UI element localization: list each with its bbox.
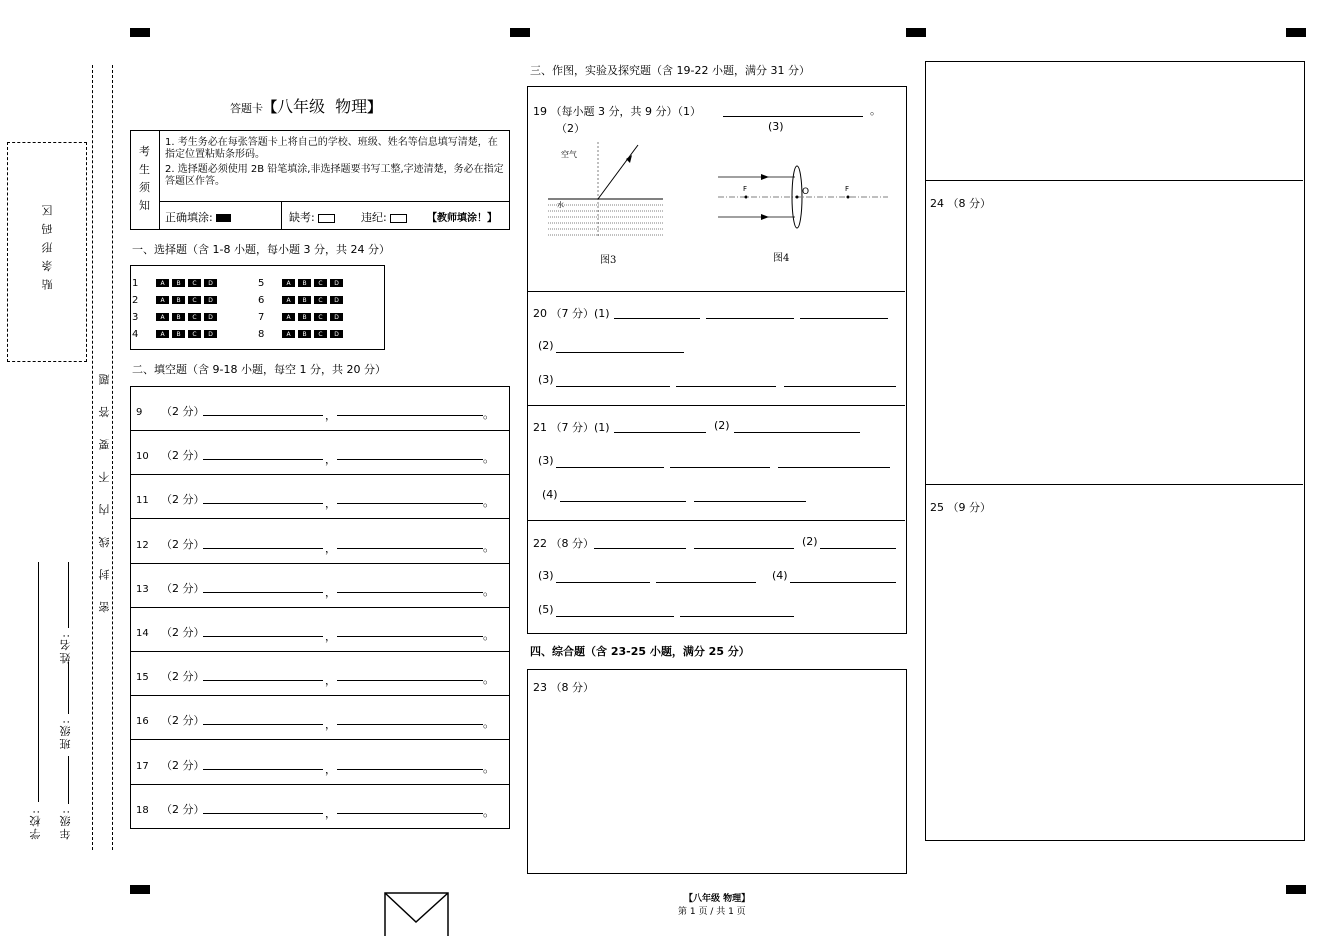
choice-bubble[interactable]: D [330, 296, 343, 304]
answer-blank-1[interactable] [203, 813, 323, 814]
choice-bubble[interactable]: D [330, 313, 343, 321]
answer-blank-2[interactable] [337, 415, 483, 416]
registration-mark [1286, 885, 1306, 894]
choice-bubble[interactable]: C [188, 279, 201, 287]
violation-mark[interactable] [361, 209, 407, 225]
q22-area [528, 520, 905, 632]
period: 。 [483, 495, 496, 510]
question-points: （2 分） [161, 449, 205, 463]
registration-mark [130, 28, 150, 37]
answer-blank-2[interactable] [337, 503, 483, 504]
question-points: （2 分） [161, 581, 205, 595]
comma: ， [325, 762, 336, 776]
choice-bubble[interactable]: A [282, 279, 295, 287]
choice-bubble[interactable]: A [282, 330, 295, 338]
choice-bubble[interactable]: B [298, 313, 311, 321]
school-label: 学校: [29, 808, 42, 840]
period: 。 [483, 407, 496, 421]
class-field[interactable] [68, 662, 69, 714]
answer-blank-2[interactable] [337, 769, 483, 770]
section-3-box [527, 86, 907, 634]
choice-bubble[interactable]: A [156, 313, 169, 321]
q21-area [528, 405, 905, 521]
period: 。 [483, 628, 496, 642]
fill-blank-row [131, 431, 509, 475]
choice-question [132, 312, 220, 323]
answer-blank-1[interactable] [203, 415, 323, 416]
q22-answer-1b[interactable] [694, 548, 794, 549]
answer-blank-1[interactable] [203, 503, 323, 504]
q24-answer-area[interactable] [926, 180, 1303, 485]
answer-blank-1[interactable] [203, 592, 323, 593]
card-header [230, 94, 381, 117]
fill-blank-row [131, 608, 509, 652]
comma: ， [325, 674, 336, 688]
focus-right-label: F [845, 185, 850, 193]
question-number: 16 [136, 716, 149, 728]
q20-answer-3c[interactable] [784, 386, 896, 387]
choice-number: 5 [258, 278, 265, 289]
correct-fill-sample [216, 214, 231, 222]
period: 。 [483, 672, 496, 687]
choice-question [132, 329, 220, 340]
q19-part3: (3) [768, 120, 784, 133]
answer-blank-1[interactable] [203, 548, 323, 549]
q24-label: 24 （8 分） [930, 197, 991, 210]
choice-bubble[interactable]: A [156, 330, 169, 338]
barcode-area [7, 142, 87, 362]
period: 。 [483, 716, 496, 731]
section-1-title: 一、选择题（含 1-8 小题，每小题 3 分，共 24 分） [132, 243, 390, 256]
section-4-title: 四、综合题（含 23-25 小题，满分 25 分） [530, 645, 750, 658]
period: 。 [483, 760, 496, 775]
answer-blank-2[interactable] [337, 636, 483, 637]
choice-bubble[interactable]: B [298, 279, 311, 287]
notice-item-1: 1. 考生务必在每张答题卡上将自己的学校、班级、姓名等信息填写清楚，在指定位置粘贴条形码。 [165, 137, 498, 160]
correct-fill [165, 209, 231, 225]
teacher-fill-note: 【教师填涂！】 [427, 213, 497, 224]
q21-part2: (2) [714, 419, 730, 432]
q22-label: 22 （8 分） [533, 537, 594, 550]
notice-item-2: 2. 选择题必须使用 2B 铅笔填涂,非选择题要书写工整,字迹清楚，务必在指定答题区作答。 [165, 164, 504, 187]
bracket-close: 】 [367, 100, 382, 116]
absent-mark[interactable] [289, 209, 335, 225]
choice-bubble[interactable]: A [156, 279, 169, 287]
choice-bubble[interactable]: B [298, 296, 311, 304]
choice-bubble[interactable]: D [204, 279, 217, 287]
fill-blank-row [131, 785, 509, 829]
continuation-area[interactable] [926, 62, 1303, 181]
answer-blank-1[interactable] [203, 724, 323, 725]
q21-answer-4b[interactable] [694, 501, 806, 502]
answer-blank-1[interactable] [203, 769, 323, 770]
q21-part4: (4) [542, 488, 558, 501]
choice-bubble[interactable]: C [314, 296, 327, 304]
q22-answer-4[interactable] [790, 582, 896, 583]
page-title: 八年级 物理 [277, 97, 368, 116]
choice-bubble[interactable]: B [172, 313, 185, 321]
q21-answer-4a[interactable] [560, 501, 686, 502]
section-2-title: 二、填空题（含 9-18 小题，每空 1 分，共 20 分） [132, 363, 386, 376]
q21-answer-3a[interactable] [556, 467, 664, 468]
figure-4-caption: 图4 [773, 253, 790, 264]
figure-3-caption: 图3 [600, 255, 617, 266]
q20-part2: (2) [538, 339, 554, 352]
q20-answer-2[interactable] [556, 352, 684, 353]
q22-answer-5a[interactable] [556, 616, 674, 617]
comma: ， [325, 497, 336, 511]
q22-answer-3b[interactable] [656, 582, 756, 583]
choice-number: 2 [132, 295, 139, 306]
q20-part3: (3) [538, 373, 554, 386]
q19-end: 。 [870, 104, 881, 117]
q21-label: 21 （7 分）(1) [533, 421, 610, 434]
choice-bubble[interactable]: A [156, 296, 169, 304]
fill-blank-row [131, 696, 509, 740]
notice-side [131, 131, 160, 229]
choice-bubble[interactable]: B [172, 296, 185, 304]
fill-blank-box [130, 386, 510, 829]
question-points: （2 分） [161, 714, 205, 728]
air-label: 空气 [561, 150, 577, 159]
q22-part3: (3) [538, 569, 554, 582]
question-number: 10 [136, 451, 149, 463]
choice-question [258, 312, 346, 323]
choice-question [258, 295, 346, 306]
card-label: 答题卡 [230, 102, 263, 115]
right-answer-box [925, 61, 1305, 841]
q20-label: 20 （7 分）(1) [533, 307, 610, 320]
q20-answer-1a[interactable] [614, 318, 700, 319]
q25-answer-area[interactable] [926, 484, 1303, 839]
q22-part4: (4) [772, 569, 788, 582]
question-number: 11 [136, 495, 149, 507]
violation-label: 违纪: [361, 211, 387, 224]
grade-field[interactable] [68, 756, 69, 804]
q22-part5: (5) [538, 603, 554, 616]
q20-area [528, 291, 905, 406]
q19-label: 19 （每小题 3 分，共 9 分）（1） [533, 105, 701, 118]
q22-answer-5b[interactable] [680, 616, 794, 617]
q19-area [528, 87, 905, 292]
seal-note: 密 封 线 内 不 要 答 题 [98, 365, 111, 613]
choice-bubble[interactable]: A [282, 296, 295, 304]
choice-bubble[interactable]: C [188, 313, 201, 321]
choice-number: 7 [258, 312, 265, 323]
choice-bubble[interactable]: D [204, 313, 217, 321]
footer-page: 第 1 页 / 共 1 页 [678, 907, 746, 917]
comma: ， [325, 585, 336, 599]
choice-number: 3 [132, 312, 139, 323]
q21-part3: (3) [538, 454, 554, 467]
fill-blank-row [131, 387, 509, 431]
q21-answer-2[interactable] [734, 432, 860, 433]
notice-side-label: 考生须知 [139, 145, 150, 212]
comma: ， [325, 630, 336, 643]
q23-label: 23 （8 分） [533, 681, 594, 694]
q22-answer-1a[interactable] [594, 548, 686, 549]
notice-divider-v [281, 201, 282, 229]
q23-answer-area[interactable] [527, 669, 907, 874]
choice-question [132, 278, 220, 289]
question-points: （2 分） [161, 758, 205, 772]
envelope-icon [384, 892, 450, 936]
choice-question [132, 295, 220, 306]
choice-bubble[interactable]: A [282, 313, 295, 321]
registration-mark [130, 885, 150, 894]
figure-3-refraction [543, 137, 688, 267]
seal-line-left [92, 65, 93, 850]
choice-number: 8 [258, 329, 265, 340]
answer-blank-2[interactable] [337, 680, 483, 681]
comma: ， [325, 541, 336, 555]
section-3-title: 三、作图，实验及探究题（含 19-22 小题，满分 31 分） [530, 64, 810, 77]
question-points: （2 分） [161, 537, 205, 551]
barcode-area-label: 贴 条 形 码 区 [41, 203, 54, 290]
answer-blank-1[interactable] [203, 636, 323, 637]
period: 。 [483, 804, 496, 819]
choice-bubble[interactable]: D [330, 279, 343, 287]
answer-blank-2[interactable] [337, 548, 483, 549]
optical-center-label: O [802, 187, 810, 197]
choice-bubble[interactable]: C [314, 330, 327, 338]
answer-blank-1[interactable] [203, 459, 323, 460]
choice-number: 6 [258, 295, 265, 306]
correct-fill-label: 正确填涂: [165, 211, 213, 224]
notice-box [130, 130, 510, 230]
choice-bubble[interactable]: D [204, 330, 217, 338]
choice-bubble[interactable]: C [188, 296, 201, 304]
answer-blank-2[interactable] [337, 459, 483, 460]
choice-bubble[interactable]: B [172, 279, 185, 287]
fill-blank-row [131, 741, 509, 785]
question-number: 15 [136, 672, 149, 684]
q21-answer-3c[interactable] [778, 467, 890, 468]
question-points: （2 分） [161, 670, 205, 684]
violation-box[interactable] [390, 214, 407, 223]
q20-answer-3a[interactable] [556, 386, 670, 387]
answer-blank-2[interactable] [337, 813, 483, 814]
choice-number: 4 [132, 329, 139, 340]
comma: ， [325, 409, 336, 422]
notice-divider [159, 201, 509, 202]
footer-title: 【八年级 物理】 [684, 894, 751, 904]
choice-question [258, 278, 346, 289]
registration-mark [906, 28, 926, 37]
q19-answer-1[interactable] [723, 116, 863, 117]
class-label: 班级: [59, 718, 72, 750]
choice-bubble[interactable]: C [314, 279, 327, 287]
absent-label: 缺考: [289, 211, 315, 224]
comma: ， [325, 718, 336, 732]
choice-number: 1 [132, 278, 139, 289]
registration-mark [1286, 28, 1306, 37]
question-number: 18 [136, 804, 149, 816]
fill-blank-row [131, 475, 509, 519]
period: 。 [483, 539, 496, 554]
comma: ， [325, 806, 336, 820]
q21-answer-3b[interactable] [670, 467, 770, 468]
question-points: （2 分） [161, 802, 205, 816]
fill-blank-row [131, 652, 509, 696]
choice-bubble[interactable]: B [172, 330, 185, 338]
q20-answer-1c[interactable] [800, 318, 888, 319]
choice-bubble[interactable]: D [330, 330, 343, 338]
choice-bubble[interactable]: D [204, 296, 217, 304]
question-points: （2 分） [161, 493, 205, 507]
question-number: 17 [136, 760, 149, 772]
q20-answer-3b[interactable] [676, 386, 776, 387]
choice-bubble[interactable]: C [188, 330, 201, 338]
registration-mark [510, 28, 530, 37]
fill-blank-row [131, 520, 509, 564]
bracket-open: 【 [263, 100, 277, 116]
name-label: 姓名: [59, 632, 72, 664]
answer-blank-2[interactable] [337, 592, 483, 593]
question-points: （2 分） [161, 626, 205, 639]
q22-part2: (2) [802, 535, 818, 548]
absent-box[interactable] [318, 214, 335, 223]
grade-label: 年级: [59, 808, 72, 840]
figure-4-lens [713, 159, 893, 269]
q22-answer-3a[interactable] [556, 582, 650, 583]
q25-label: 25 （9 分） [930, 501, 991, 514]
fill-blank-row [131, 564, 509, 608]
school-field[interactable] [38, 562, 39, 802]
period: 。 [483, 583, 496, 598]
question-number: 13 [136, 583, 149, 595]
q21-answer-1[interactable] [614, 432, 706, 433]
q20-answer-1b[interactable] [706, 318, 794, 319]
water-label: 水 [557, 201, 564, 209]
answer-blank-2[interactable] [337, 724, 483, 725]
name-field[interactable] [68, 562, 69, 628]
choice-bubble[interactable]: C [314, 313, 327, 321]
period: 。 [483, 451, 496, 466]
choice-question [258, 329, 346, 340]
question-number: 14 [136, 628, 149, 639]
q19-part2: （2） [556, 122, 585, 135]
q22-answer-2[interactable] [820, 548, 896, 549]
question-number: 12 [136, 539, 149, 551]
comma: ， [325, 453, 336, 467]
focus-left-label: F [743, 185, 748, 193]
question-number: 9 [136, 407, 143, 418]
choice-bubble[interactable]: B [298, 330, 311, 338]
question-points: （2 分） [161, 405, 205, 418]
answer-blank-1[interactable] [203, 680, 323, 681]
